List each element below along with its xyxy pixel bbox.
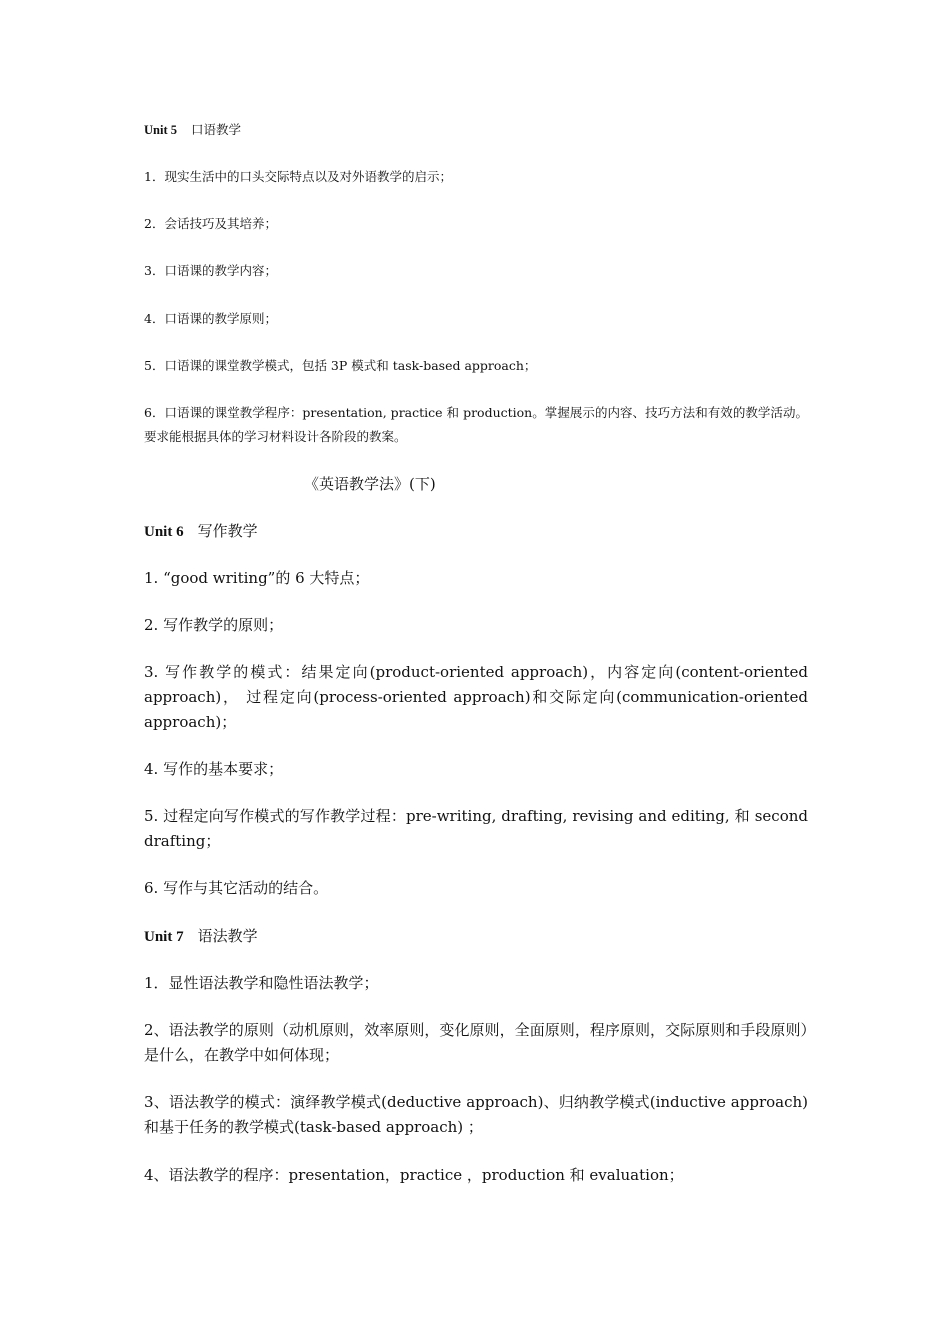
unit7-item-2: 2、语法教学的原则（动机原则，效率原则，变化原则，全面原则，程序原则，交际原则和手段原则）是什么，在教学中如何体现； — [144, 1021, 808, 1064]
unit5-item-2: 2．会话技巧及其培养； — [144, 216, 277, 231]
unit5-title: 口语教学 — [191, 122, 242, 137]
section-heading: 《英语教学法》(下) — [304, 475, 436, 493]
unit5-item-3: 3．口语课的教学内容； — [144, 263, 277, 278]
unit6-label: Unit 6 — [144, 524, 184, 540]
unit5-item-6: 6．口语课的课堂教学程序：presentation, practice 和 production。掌握展示的内容、技巧方法和有效的教学活动。要求能根据具体的学习材料设计各阶段的教案。 — [144, 405, 808, 444]
unit6-title: 写作教学 — [197, 522, 258, 540]
unit7-heading — [144, 924, 808, 950]
unit6-item-2: 2. 写作教学的原则； — [144, 616, 284, 634]
unit6-heading — [144, 519, 808, 545]
unit7-item-1: 1．显性语法教学和隐性语法教学； — [144, 974, 379, 992]
unit6-item-3: 3. 写作教学的模式：结果定向(product-oriented approach)，内容定向(content-oriented approach)， 过程定向(process-oriented approach)和交际定向(communication-oriented approach)； — [144, 663, 808, 731]
unit6-item-6: 6. 写作与其它活动的结合。 — [144, 879, 329, 897]
unit5-item-4: 4．口语课的教学原则； — [144, 311, 277, 326]
unit6-item-1: 1. “good writing”的 6 大特点； — [144, 569, 370, 587]
unit6-item-4: 4. 写作的基本要求； — [144, 760, 284, 778]
unit5-heading — [144, 118, 808, 142]
unit7-title: 语法教学 — [197, 927, 258, 945]
unit5-item-5: 5．口语课的课堂教学模式，包括 3P 模式和 task-based approach； — [144, 358, 537, 373]
unit7-item-4: 4、语法教学的程序：presentation，practice ，production 和 evaluation； — [144, 1166, 684, 1184]
unit5-label: Unit 5 — [144, 123, 177, 137]
unit7-label: Unit 7 — [144, 929, 184, 945]
unit7-item-3: 3、语法教学的模式：演绎教学模式(deductive approach)、归纳教学模式(inductive approach)和基于任务的教学模式(task-based approach) ； — [144, 1093, 808, 1136]
unit6-item-5: 5. 过程定向写作模式的写作教学过程：pre-writing, drafting, revising and editing, 和 second drafting； — [144, 807, 808, 850]
unit5-item-1: 1．现实生活中的口头交际特点以及对外语教学的启示； — [144, 169, 452, 184]
